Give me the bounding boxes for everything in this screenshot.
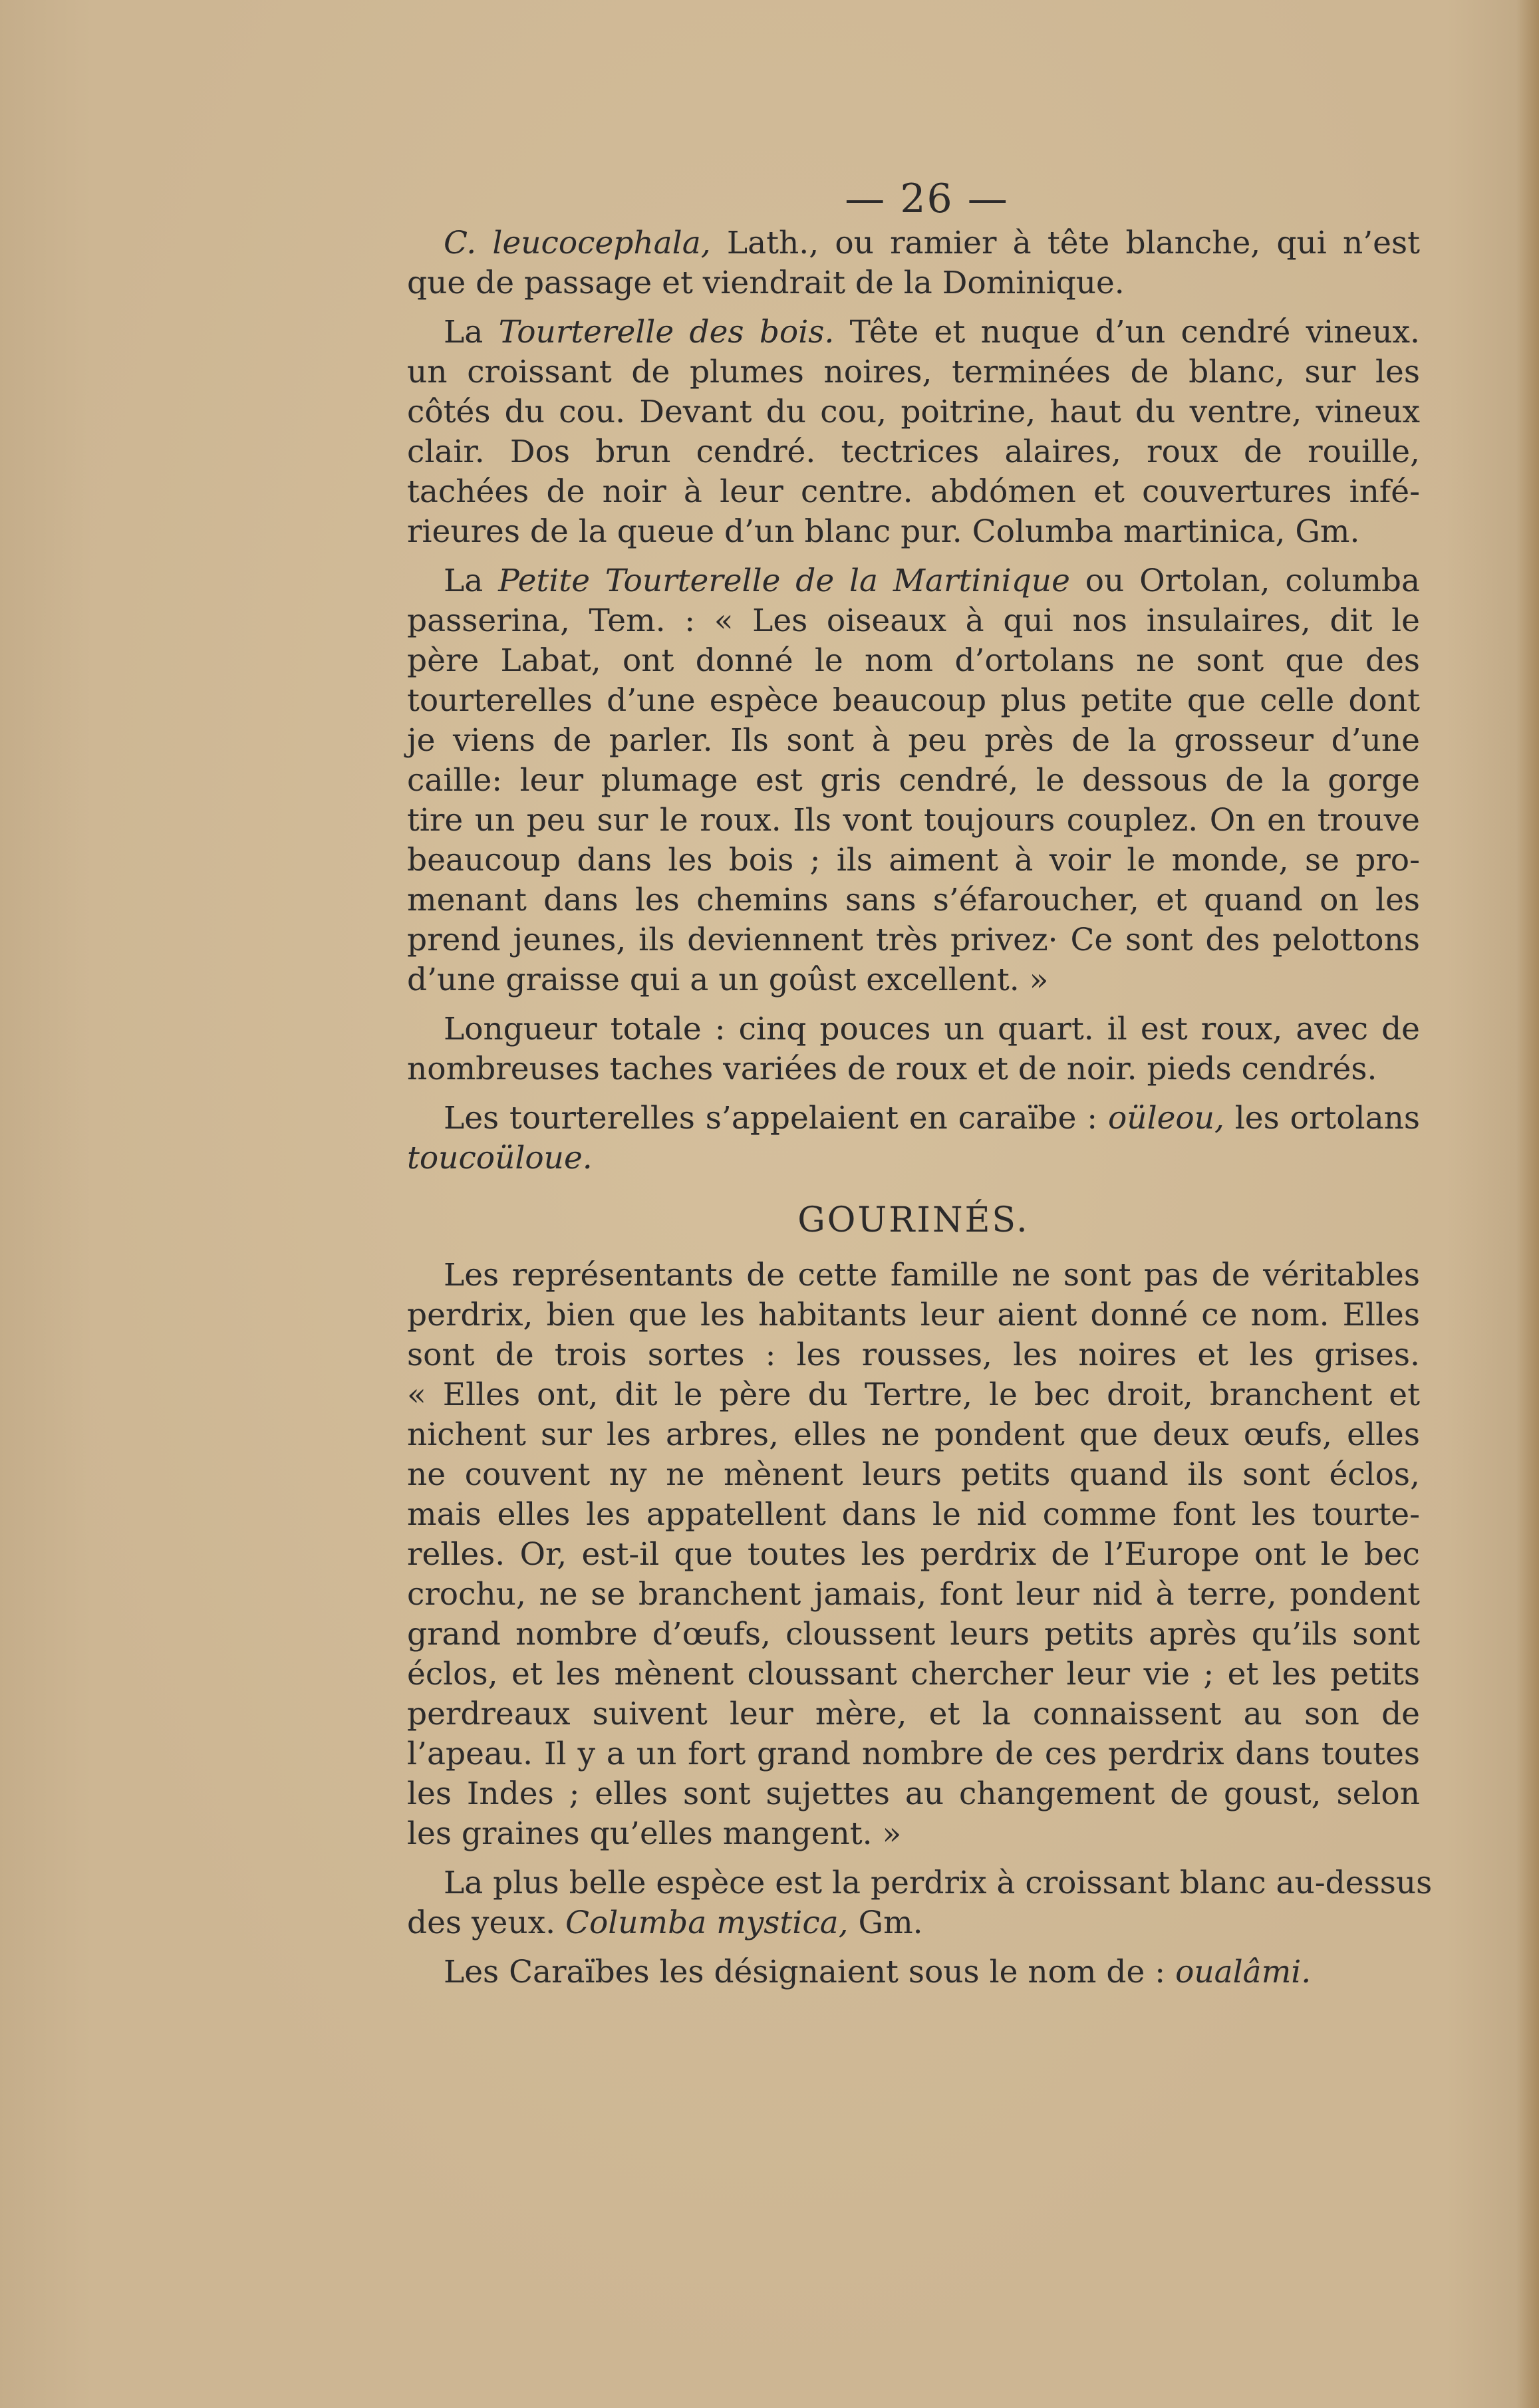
page-edge-shadow [1516, 0, 1539, 2408]
line-text: Les tourterelles s’appelaient en caraïbe : [444, 1100, 1108, 1137]
line-text: nombreuses taches variées de roux et de noir. pieds cendrés. [407, 1051, 1377, 1087]
line-text: La [444, 314, 499, 350]
line-text: Les Caraïbes les désignaient sous le nom de : [444, 1954, 1176, 1990]
text-line [407, 1615, 1420, 1655]
text-line [407, 761, 1420, 801]
line-text-tail: les ortolans [1224, 1100, 1420, 1137]
text-line [407, 223, 1420, 263]
line-italic-text: Petite Tourterelle de la Martinique [498, 563, 1070, 599]
text-line [407, 1138, 1420, 1178]
line-text: nichent sur les arbres, elles ne pondent que deux œufs, elles [407, 1416, 1420, 1453]
text-line [407, 1535, 1420, 1575]
text-line [407, 1694, 1420, 1734]
text-line [407, 1335, 1420, 1375]
text-line [407, 561, 1420, 601]
paragraph [407, 1863, 1433, 1943]
line-text: relles. Or, est-il que toutes les perdrix de l’Europe ont le bec [407, 1536, 1420, 1573]
line-text: je viens de parler. Ils sont à peu près de la grosseur d’une [407, 722, 1420, 759]
text-line [407, 601, 1420, 641]
text-line [407, 880, 1420, 920]
section-heading: GOURINÉS. [797, 1200, 1030, 1240]
paragraph [407, 1256, 1420, 1854]
paragraph [407, 1099, 1420, 1178]
text-line [407, 1295, 1420, 1335]
text-line [407, 1455, 1420, 1495]
text-line [407, 472, 1420, 512]
line-italic-text: oualâmi. [1175, 1954, 1312, 1990]
line-text: éclos, et les mènent cloussant chercher leur vie ; et les petits [407, 1656, 1420, 1692]
body-text-part-1 [407, 223, 1420, 1178]
text-line [407, 1495, 1420, 1535]
line-text: La [444, 563, 499, 599]
line-text: que de passage et viendrait de la Dominique. [407, 265, 1125, 301]
text-line [407, 1415, 1420, 1455]
line-text: menant dans les chemins sans s’éfaroucher, et quand on les [407, 882, 1420, 918]
line-text: ne couvent ny ne mènent leurs petits quand ils sont éclos, [407, 1456, 1420, 1493]
line-text: passerina, Tem. : « Les oiseaux à qui nos insulaires, dit le [407, 602, 1420, 639]
text-line [407, 681, 1420, 721]
line-text: rieures de la queue d’un blanc pur. Columba martinica, Gm. [407, 513, 1360, 550]
line-text: caille: leur plumage est gris cendré, le dessous de la gorge [407, 762, 1420, 799]
text-line [407, 352, 1420, 392]
text-line [407, 920, 1420, 960]
line-italic-text: toucoüloue. [407, 1140, 593, 1176]
line-text: des yeux. [407, 1905, 565, 1941]
line-text: mais elles les appatellent dans le nid comme font les tourte- [407, 1496, 1420, 1533]
body-text-part-2 [407, 1256, 1433, 1992]
line-text: crochu, ne se branchent jamais, font leur nid à terre, pondent [407, 1576, 1420, 1613]
paragraph [407, 561, 1420, 1000]
text-line [407, 1774, 1420, 1814]
text-line [407, 1655, 1420, 1694]
line-text: prend jeunes, ils deviennent très privez· Ce sont des pelottons [407, 922, 1420, 958]
line-text: tire un peu sur le roux. Ils vont toujours couplez. On en trouve [407, 802, 1420, 839]
text-line [407, 313, 1420, 352]
line-text: tourterelles d’une espèce beaucoup plus petite que celle dont [407, 682, 1420, 719]
paragraph [407, 313, 1420, 552]
line-italic-text: C. leucocephala, [444, 225, 711, 261]
text-line [407, 841, 1420, 880]
line-text: Les représentants de cette famille ne sont pas de véritables [444, 1257, 1420, 1293]
line-text: d’une graisse qui a un goûst excellent. » [407, 962, 1049, 998]
paragraph [407, 223, 1420, 303]
line-text: père Labat, ont donné le nom d’ortolans ne sont que des [407, 642, 1420, 679]
text-line [407, 1814, 1420, 1854]
line-text-tail: Gm. [848, 1905, 923, 1941]
line-text: perdreaux suivent leur mère, et la connaissent au son de [407, 1696, 1420, 1732]
line-italic-text: Tourterelle des bois. [498, 314, 835, 350]
line-text: sont de trois sortes : les rousses, les noires et les grises. [407, 1337, 1420, 1373]
line-text: Longueur totale : cinq pouces un quart. il est roux, avec de [444, 1011, 1420, 1047]
line-text: beaucoup dans les bois ; ils aiment à voir le monde, se pro- [407, 842, 1420, 878]
text-line [407, 1009, 1420, 1049]
line-text: un croissant de plumes noires, terminées de blanc, sur les [407, 354, 1420, 390]
text-line [407, 392, 1420, 432]
page-number: — 26 — [845, 176, 1009, 222]
line-text: « Elles ont, dit le père du Tertre, le bec droit, branchent et [407, 1377, 1420, 1413]
line-text: côtés du cou. Devant du cou, poitrine, haut du ventre, vineux [407, 394, 1420, 430]
paragraph [407, 1009, 1420, 1089]
text-line [407, 263, 1420, 303]
line-text: clair. Dos brun cendré. tectrices alaires, roux de rouille, [407, 434, 1420, 470]
text-line [407, 1952, 1420, 1992]
text-line [407, 432, 1420, 472]
line-text: La plus belle espèce est la perdrix à croissant blanc au-dessus [444, 1865, 1433, 1901]
line-italic-text: Columba mystica, [565, 1905, 849, 1941]
line-text-tail: Lath., ou ramier à tête blanche, qui n’est [710, 225, 1420, 261]
line-text: grand nombre d’œufs, cloussent leurs petits après qu’ils sont [407, 1616, 1420, 1653]
text-line [407, 641, 1420, 681]
page-text [407, 174, 1433, 1992]
text-line [407, 1575, 1420, 1615]
text-line [407, 1099, 1420, 1138]
text-line [407, 1863, 1433, 1903]
line-italic-text: oüleou, [1108, 1100, 1224, 1137]
text-line [407, 1256, 1420, 1295]
line-text-tail: ou Ortolan, columba [1069, 563, 1420, 599]
line-text: tachées de noir à leur centre. abdómen et couvertures infé- [407, 473, 1420, 510]
line-text: l’apeau. Il y a un fort grand nombre de ces perdrix dans toutes [407, 1736, 1420, 1772]
text-line [407, 1903, 1420, 1943]
text-line [407, 1049, 1420, 1089]
line-text: perdrix, bien que les habitants leur aient donné ce nom. Elles [407, 1297, 1420, 1333]
line-text: les graines qu’elles mangent. » [407, 1815, 902, 1852]
line-text-tail: Tête et nuque d’un cendré vineux. [834, 314, 1420, 350]
text-line [407, 1375, 1420, 1415]
text-line [407, 1734, 1420, 1774]
text-line [407, 960, 1420, 1000]
paragraph [407, 1952, 1420, 1992]
text-line [407, 512, 1420, 552]
line-text: les Indes ; elles sont sujettes au changement de goust, selon [407, 1776, 1420, 1812]
text-line [407, 801, 1420, 841]
text-line [407, 721, 1420, 761]
